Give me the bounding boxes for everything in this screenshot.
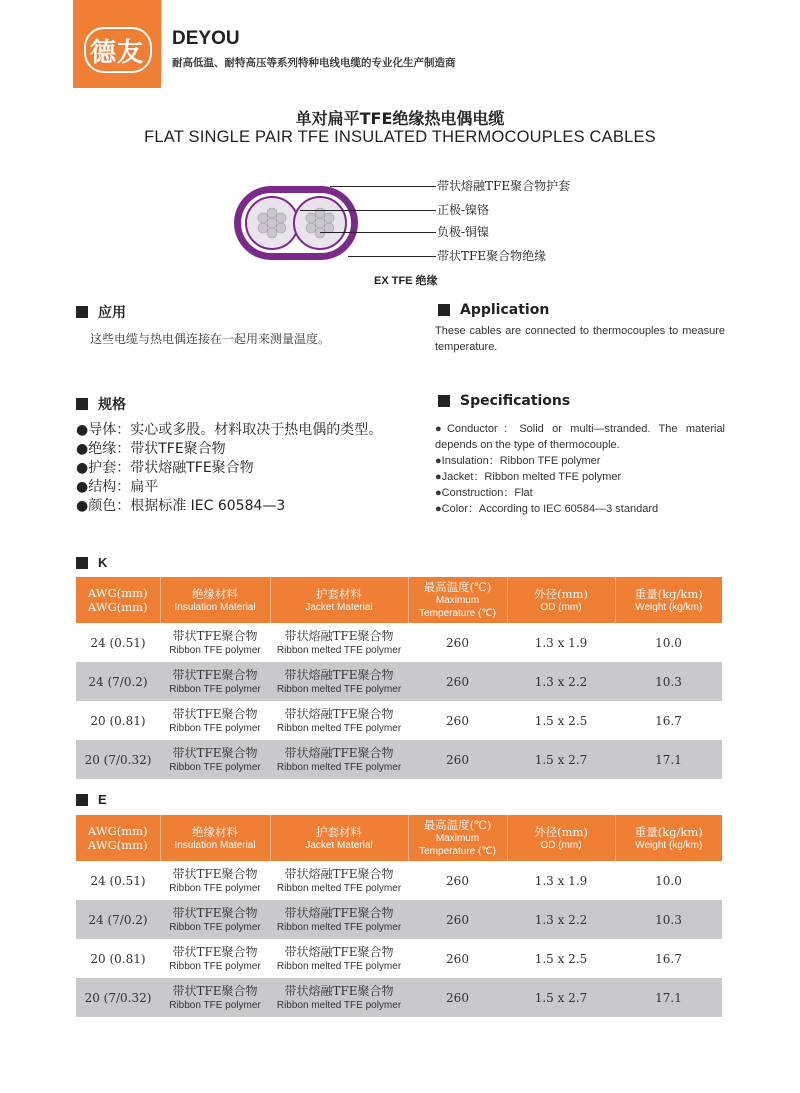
col-temperature: 最高温度(℃) Maximum Temperature (℃) xyxy=(408,815,507,861)
col-awg: AWG(mm) AWG(mm) xyxy=(76,577,160,623)
spec-item-en: ●Construction：Flat xyxy=(435,487,533,499)
col-od: 外径(mm) OD (mm) xyxy=(507,577,615,623)
table-row: 20 (0.81) 带状TFE聚合物 Ribbon TFE polymer 带状熔融TFE聚合物 Ribbon melted TFE polymer 260 1.5 x 2.5 16.7 xyxy=(90,944,682,972)
application-heading-en: Application xyxy=(438,302,549,318)
label-insulation: 带状TFE聚合物绝缘 xyxy=(437,249,547,263)
label-positive: 正极-镍铬 xyxy=(437,203,490,217)
brand-name: DEYOU xyxy=(172,28,240,49)
spec-item-cn: ●颜色：根据标准 IEC 60584—3 xyxy=(76,498,286,514)
table-e xyxy=(76,815,722,1017)
col-od: 外径(mm) OD (mm) xyxy=(507,815,615,861)
spec-item-en: ●Conductor：Solid or multi—stranded. The material depends on the type of thermocouple. xyxy=(435,423,725,451)
table-header-row xyxy=(76,815,722,861)
spec-item-cn: ●结构：扁平 xyxy=(76,479,159,495)
square-bullet-icon xyxy=(76,557,88,569)
table-row: 20 (7/0.32) 带状TFE聚合物 Ribbon TFE polymer 带状熔融TFE聚合物 Ribbon melted TFE polymer 260 1.5 x 2.7 17.1 xyxy=(76,740,722,779)
col-weight: 重量(kg/km) Weight (kg/km) xyxy=(615,815,722,861)
specifications-list-en xyxy=(435,421,725,517)
table-row: 24 (0.51) 带状TFE聚合物 Ribbon TFE polymer 带状熔融TFE聚合物 Ribbon melted TFE polymer 260 1.3 x 1.9 10.0 xyxy=(90,628,682,656)
table-header-row xyxy=(76,577,722,623)
table-row: 24 (7/0.2) 带状TFE聚合物 Ribbon TFE polymer 带状熔融TFE聚合物 Ribbon melted TFE polymer 260 1.3 x 2.2 10.3 xyxy=(76,900,722,939)
leader-line-insulation xyxy=(348,256,436,257)
cable-cross-section xyxy=(230,178,430,268)
col-insulation: 绝缘材料 Insulation Material xyxy=(160,815,270,861)
leader-line-jacket xyxy=(330,186,436,187)
specifications-list-cn xyxy=(76,421,382,516)
square-bullet-icon xyxy=(76,794,88,806)
col-temperature: 最高温度(℃) Maximum Temperature (℃) xyxy=(408,577,507,623)
table-row: 20 (0.81) 带状TFE聚合物 Ribbon TFE polymer 带状熔融TFE聚合物 Ribbon melted TFE polymer 260 1.5 x 2.5 16.7 xyxy=(90,706,682,734)
col-jacket: 护套材料 Jacket Material xyxy=(270,815,408,861)
application-heading-cn: 应用 xyxy=(76,302,126,322)
spec-item-cn: ●导体：实心或多股。材料取决于热电偶的类型。 xyxy=(76,422,383,438)
diagram-caption: EX TFE 绝缘 xyxy=(374,275,438,287)
leader-line-negative xyxy=(320,232,436,233)
square-bullet-icon xyxy=(438,395,450,407)
col-jacket: 护套材料 Jacket Material xyxy=(270,577,408,623)
spec-item-cn: ●绝缘：带状TFE聚合物 xyxy=(76,441,226,457)
table-row: 24 (0.51) 带状TFE聚合物 Ribbon TFE polymer 带状熔融TFE聚合物 Ribbon melted TFE polymer 260 1.3 x 1.9 10.0 xyxy=(90,866,682,894)
application-text-en: These cables are connected to thermocouples to measure temperature. xyxy=(435,325,725,353)
square-bullet-icon xyxy=(438,304,450,316)
page-title-en: FLAT SINGLE PAIR TFE INSULATED THERMOCOUPLES CABLES xyxy=(144,128,656,146)
specifications-heading-cn: 规格 xyxy=(76,394,126,414)
page-title-cn: 单对扁平TFE绝缘热电偶电缆 xyxy=(295,109,505,128)
table-k-heading: K xyxy=(76,555,107,570)
spec-item-en: ●Jacket：Ribbon melted TFE polymer xyxy=(435,471,622,483)
square-bullet-icon xyxy=(76,306,88,318)
square-bullet-icon xyxy=(76,398,88,410)
table-e-heading: E xyxy=(76,792,107,807)
col-awg: AWG(mm) AWG(mm) xyxy=(76,815,160,861)
spec-item-cn: ●护套：带状熔融TFE聚合物 xyxy=(76,460,254,476)
specifications-heading-en: Specifications xyxy=(438,393,570,409)
table-row: 20 (7/0.32) 带状TFE聚合物 Ribbon TFE polymer 带状熔融TFE聚合物 Ribbon melted TFE polymer 260 1.5 x 2.7 17.1 xyxy=(76,978,722,1017)
logo-text: 德友 xyxy=(89,38,144,68)
leader-line-positive xyxy=(300,210,436,211)
spec-item-en: ●Insulation：Ribbon TFE polymer xyxy=(435,455,601,467)
application-text-cn: 这些电缆与热电偶连接在一起用来测量温度。 xyxy=(90,332,331,346)
company-logo xyxy=(73,0,161,88)
label-jacket: 带状熔融TFE聚合物护套 xyxy=(437,179,571,193)
company-tagline: 耐高低温、耐特高压等系列特种电线电缆的专业化生产制造商 xyxy=(172,57,456,69)
col-weight: 重量(kg/km) Weight (kg/km) xyxy=(615,577,722,623)
spec-item-en: ●Color：According to IEC 60584—3 standard xyxy=(435,503,659,515)
table-row: 24 (7/0.2) 带状TFE聚合物 Ribbon TFE polymer 带状熔融TFE聚合物 Ribbon melted TFE polymer 260 1.3 x 2.2 10.3 xyxy=(76,662,722,701)
table-k xyxy=(76,577,722,779)
col-insulation: 绝缘材料 Insulation Material xyxy=(160,577,270,623)
label-negative: 负极-铜镍 xyxy=(437,225,490,239)
